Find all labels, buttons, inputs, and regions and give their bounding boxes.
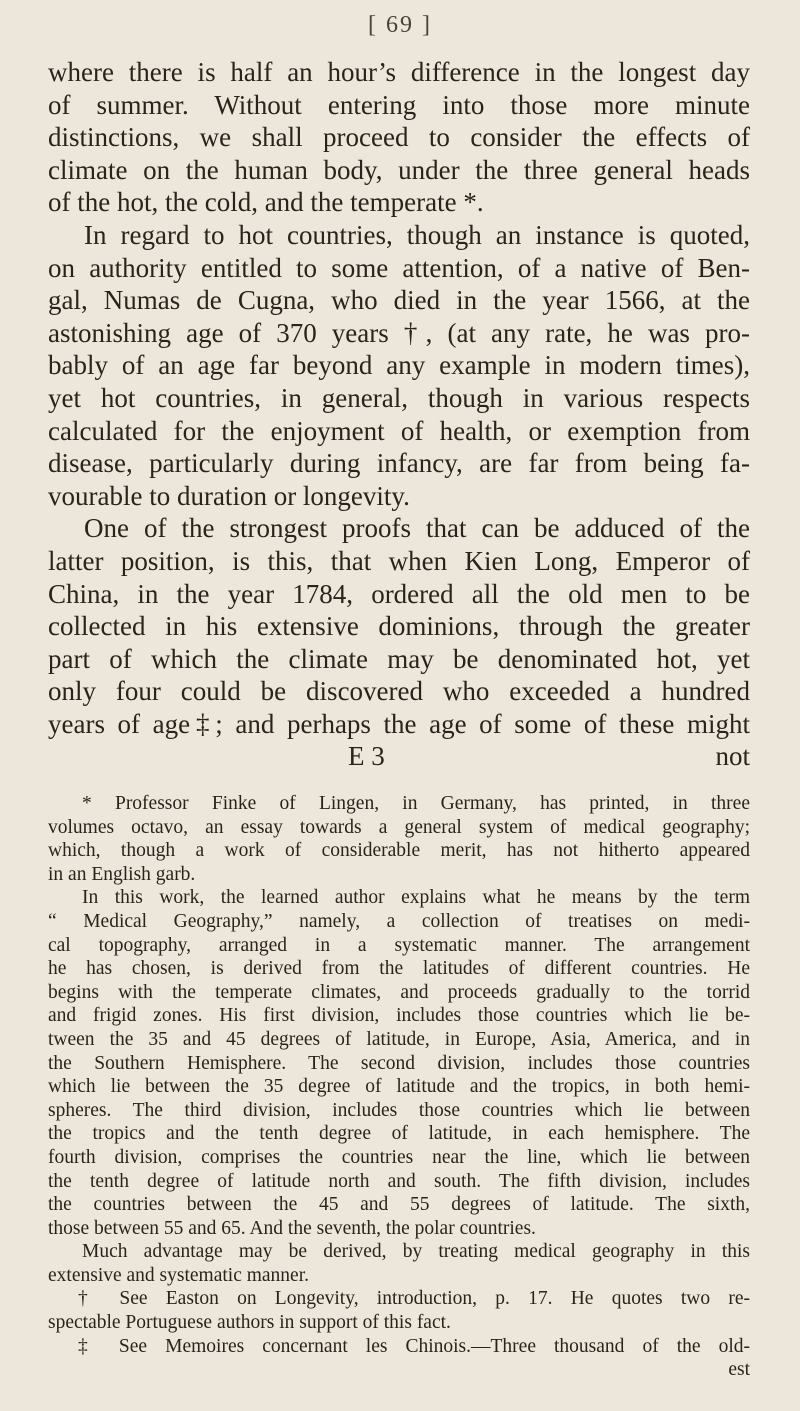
text-line: disease, particularly during infancy, are far from being fa- [48,448,750,479]
text-line: astonishing age of 370 years †, (at any rate, he was pro- [48,317,750,348]
text-line: bably of an age far beyond any example in modern times), [48,350,750,381]
footnote-line: † See Easton on Longevity, introduction, p. 17. He quotes two re- [78,1288,750,1310]
text-line: only four could be discovered who exceeded a hundred [48,676,750,707]
footnote-line: * Professor Finke of Lingen, in Germany, has printed, in three [82,793,750,814]
footnote-line: the tenth degree of latitude north and south. The fifth division, includes [48,1170,750,1192]
footnote-line: and frigid zones. His first division, includes those countries which lie be- [48,1005,750,1027]
footnote-line: those between 55 and 65. And the seventh, the polar countries. [48,1217,536,1239]
text-line: of the hot, the cold, and the temperate *. [48,187,484,218]
footnote-line: begins with the temperate climates, and proceeds gradually to the torrid [48,981,750,1003]
text-line: distinctions, we shall proceed to consider the effects of [48,122,750,153]
signature-row [48,740,750,773]
footnote-line: In this work, the learned author explains what he means by the term [82,887,750,909]
text-line: One of the strongest proofs that can be adduced of the [84,513,750,544]
text-line: part of which the climate may be denominated hot, yet [48,643,750,674]
footnote-line: he has chosen, is derived from the latitudes of different countries. He [48,958,750,980]
text-line: gal, Numas de Cugna, who died in the year 1566, at the [48,285,750,316]
footnote-line: spectable Portuguese authors in support of this fact. [48,1312,451,1334]
page-number: [ 69 ] [368,12,432,38]
footnote-line: the countries between the 45 and 55 degrees of latitude. The sixth, [48,1194,750,1216]
main-text [48,56,750,773]
footnote-line: the tropics and the tenth degree of latitude, in each hemisphere. The [48,1123,750,1145]
signature-mark: E 3 [348,741,385,772]
text-line: on authority entitled to some attention, of a native of Ben- [48,252,750,283]
text-line: of summer. Without entering into those more minute [48,89,750,120]
footnote-line: the Southern Hemisphere. The second division, includes those countries [48,1052,750,1074]
footnote-line: volumes octavo, an essay towards a general system of medical geography; [48,816,750,838]
catchword: not [715,741,750,772]
text-line: climate on the human body, under the three general heads [48,154,750,185]
text-line: China, in the year 1784, ordered all the old men to be [48,578,750,609]
footnote-line: which, though a work of considerable merit, has not hitherto appeared [48,840,750,862]
footnote-line: spheres. The third division, includes those countries which lie between [48,1099,750,1121]
footnote-line: tween the 35 and 45 degrees of latitude, in Europe, Asia, America, and in [48,1028,750,1050]
footnote-line: in an English garb. [48,863,196,885]
footnote-catchword: est [728,1359,750,1381]
text-line: vourable to duration or longevity. [48,480,410,511]
footnote-line: “ Medical Geography,” namely, a collection of treatises on medi- [48,910,750,932]
footnote-line: which lie between the 35 degree of latitude and the tropics, in both hemi- [48,1076,750,1098]
text-line: years of age‡; and perhaps the age of some of these might [48,708,750,739]
text-line: latter position, is this, that when Kien Long, Emperor of [48,545,750,576]
footnotes [48,792,750,1382]
footnote-line: cal topography, arranged in a systematic manner. The arrangement [48,934,750,956]
footnote-line: fourth division, comprises the countries near the line, which lie between [48,1146,750,1168]
footnote-line: ‡ See Memoires concernant les Chinois.—Three thousand of the old- [78,1335,750,1357]
text-line: calculated for the enjoyment of health, or exemption from [48,415,750,446]
text-line: In regard to hot countries, though an instance is quoted, [84,219,750,250]
text-line: where there is half an hour’s difference in the longest day [48,57,750,87]
text-line: collected in his extensive dominions, through the greater [48,611,750,642]
text-line: yet hot countries, in general, though in various respects [48,382,750,413]
footnote-line: extensive and systematic manner. [48,1264,310,1286]
footnote-line: Much advantage may be derived, by treating medical geography in this [82,1241,750,1263]
